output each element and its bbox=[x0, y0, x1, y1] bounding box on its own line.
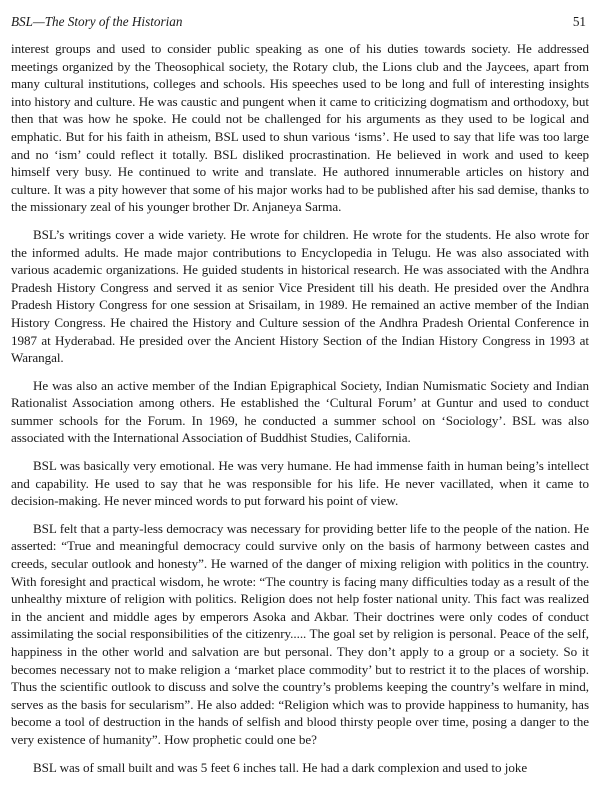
running-title: BSL—The Story of the Historian bbox=[11, 14, 183, 29]
paragraph-writings: BSL’s writings cover a wide variety. He wrote for children. He wrote for the students. He also wrote for the informed adults. He made major contributions to Encyclopedia in Telugu. He was also associated with various academic organizations. He guided students in historical research. He was associated with the Andhra Pradesh History Congress and served it as senior Vice President till his death. He presided over the Andhra Pradesh History Congress for one session at Srisailam, in 1989. He remained an active member of the Indian History Congress. He chaired the History and Culture session of the Andhra Pradesh Oriental Conference in 1987 at Hyderabad. He presided over the Ancient History Section of the Indian History Congress in 1993 at Warangal. bbox=[11, 226, 589, 366]
paragraph-appearance: BSL was of small built and was 5 feet 6 inches tall. He had a dark complexion and used to joke bbox=[33, 759, 528, 775]
paragraph-societies: He was also an active member of the Indian Epigraphical Society, Indian Numismatic Society and Indian Rationalist Association among others. He established the ‘Cultural Forum’ at Guntur and used to conduct summer schools for the Forum. In 1969, he conducted a summer school on ‘Sociology’. BSL was also associated with the International Association of Buddhist Studies, California. bbox=[11, 377, 589, 446]
body-text bbox=[11, 40, 589, 776]
running-header bbox=[11, 14, 589, 38]
paragraph-continued: interest groups and used to consider public speaking as one of his duties towards society. He addressed meetings organized by the Theosophical society, the Rotary club, the Lions club and the Jaycees, apart from many cultural institutions, colleges and schools. His speeches used to be long and full of interesting insights into history and culture. He was caustic and pungent when it came to criticizing dogmatism and orthodoxy, but then that was how he spoke. He could not be challenged for his arguments as they used to be logical and emphatic. But for his faith in atheism, BSL used to shun various ‘isms’. He used to say that life was too large and no ‘ism’ could reflect it totally. BSL disliked procrastination. He believed in work and used to keep himself very busy. He continued to write and translate. He authored innumerable articles on history and culture. It was a pity however that some of his major works had to be published after his sad demise, thanks to the missionary zeal of his younger brother Dr. Anjaneya Sarma. bbox=[11, 41, 589, 215]
paragraph-character: BSL was basically very emotional. He was very humane. He had immense faith in human being’s intellect and capability. He used to say that he was responsible for his life. He never vacillated, when it came to decision-making. He never minced words to put forward his point of view. bbox=[11, 458, 589, 509]
paragraph-democracy: BSL felt that a party-less democracy was necessary for providing better life to the people of the nation. He asserted: “True and meaningful democracy could survive only on the basis of harmony between castes and creeds, secular outlook and honesty”. He warned of the danger of mixing religion with politics in the country. With foresight and practical wisdom, he wrote: “The country is facing many difficulties today as a result of the unhealthy mixture of religion with politics. Religion does not help foster national unity. This fact was realized in the ancient and middle ages by emperors Asoka and Akbar. Their doctrines were only codes of conduct assimilating the social responsibilities of the citizenry..... The goal set by religion is personal. Peace of the self, happiness in the other world and salvation are but personal. They don’t apply to a group or a society. So it becomes necessary not to make religion a ‘market place commodity’ but to restrict it to the places of worship. Thus the scientific outlook to discuss and solve the country’s problems keeping the country’s welfare in mind, serves as the basis for secularism”. He also added: “Religion which was to provide happiness to humanity, has become a tool of destruction in the hands of selfish and blood thirsty people over time, posing a danger to the very existence of humanity”. How prophetic could one be? bbox=[11, 520, 589, 747]
page-number: 51 bbox=[572, 14, 586, 29]
